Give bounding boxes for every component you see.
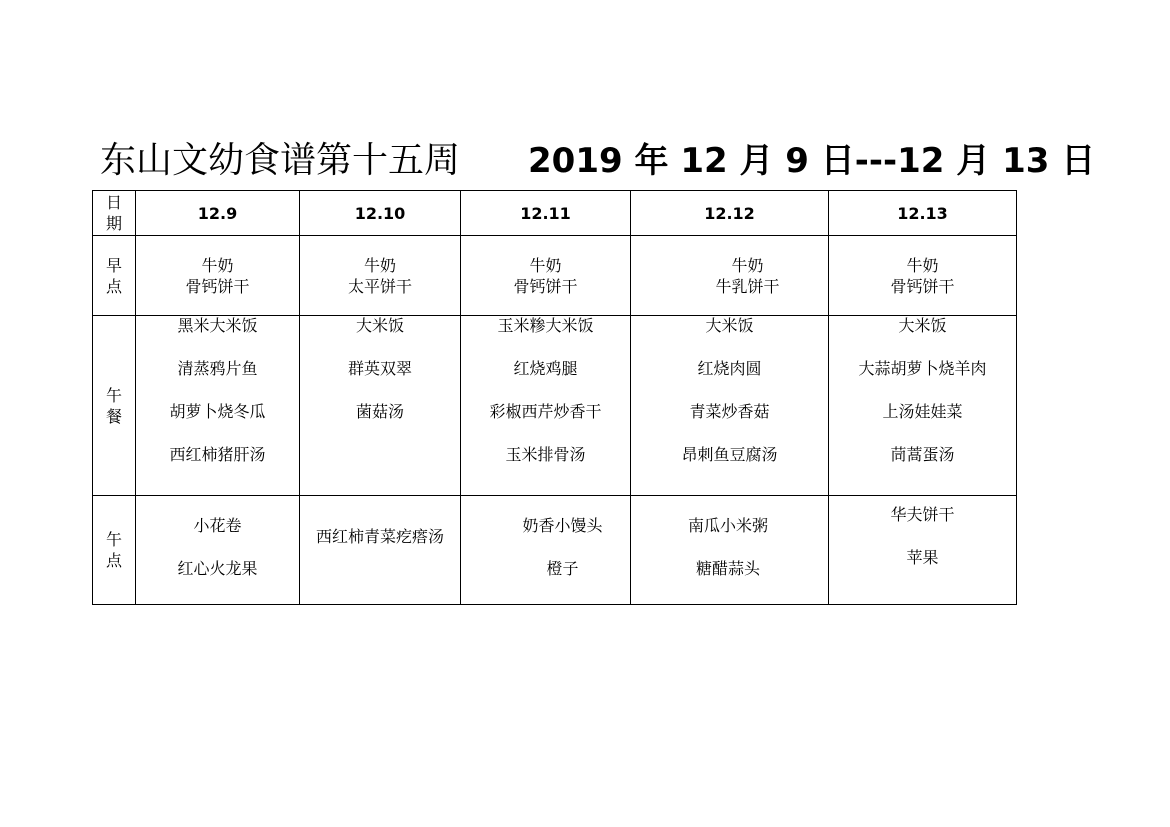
menu-item: 牛奶 — [731, 255, 764, 275]
menu-item: 青菜炒香菇 — [689, 402, 770, 421]
lunch-cell — [829, 316, 1017, 496]
menu-item: 牛乳饼干 — [715, 276, 780, 296]
lunch-cell — [461, 316, 631, 496]
row-label-char: 点 — [105, 551, 122, 570]
menu-item: 彩椒西芹炒香干 — [489, 402, 602, 421]
menu-item: 牛奶 — [529, 255, 562, 275]
menu-item: 玉米排骨汤 — [505, 445, 586, 464]
date-cell: 12.9 — [136, 191, 300, 236]
menu-item: 昂刺鱼豆腐汤 — [681, 445, 778, 464]
menu-item: 奶香小馒头 — [522, 516, 603, 535]
row-label-date — [93, 191, 136, 236]
menu-item: 小花卷 — [193, 516, 242, 535]
menu-item: 黑米大米饭 — [177, 316, 258, 335]
menu-item: 大米饭 — [705, 316, 754, 335]
menu-item: 大蒜胡萝卜烧羊肉 — [858, 359, 987, 378]
menu-item: 红烧肉圆 — [697, 359, 762, 378]
date-row — [93, 191, 1017, 236]
menu-item: 骨钙饼干 — [890, 276, 955, 296]
menu-item: 西红柿青菜疙瘩汤 — [315, 527, 444, 546]
lunch-cell — [631, 316, 829, 496]
menu-item: 大米饭 — [355, 316, 404, 335]
menu-item: 西红柿猪肝汤 — [169, 445, 266, 464]
row-label-char: 午 — [105, 385, 122, 405]
menu-item: 南瓜小米粥 — [687, 516, 768, 535]
row-label-snack — [93, 496, 136, 605]
row-label-char: 早 — [105, 255, 122, 275]
menu-item: 牛奶 — [363, 255, 396, 275]
row-label-char: 日 — [105, 193, 122, 212]
row-label-lunch — [93, 316, 136, 496]
menu-item: 胡萝卜烧冬瓜 — [169, 402, 266, 421]
menu-item: 红心火龙果 — [177, 559, 258, 578]
snack-cell — [461, 496, 631, 605]
title-date-range: 2019 年 12 月 9 日---12 月 13 日 — [528, 141, 1096, 181]
snack-cell — [631, 496, 829, 605]
menu-item: 糖醋蒜头 — [695, 559, 760, 578]
title-school: 东山文幼食谱第十五周 — [100, 140, 461, 181]
breakfast-cell — [631, 236, 829, 316]
breakfast-cell — [136, 236, 300, 316]
menu-item: 菌菇汤 — [355, 402, 404, 421]
snack-row — [93, 496, 1017, 605]
snack-cell — [136, 496, 300, 605]
menu-item: 苹果 — [906, 548, 939, 567]
snack-cell — [829, 496, 1017, 605]
date-cell: 12.12 — [631, 191, 829, 236]
menu-item: 骨钙饼干 — [513, 276, 578, 296]
menu-item: 玉米糁大米饭 — [497, 316, 594, 335]
row-label-char: 期 — [105, 214, 122, 233]
breakfast-cell — [300, 236, 461, 316]
breakfast-cell — [829, 236, 1017, 316]
menu-item: 牛奶 — [201, 255, 234, 275]
menu-item: 群英双翠 — [347, 359, 412, 378]
menu-item: 上汤娃娃菜 — [882, 402, 963, 421]
menu-item: 茼蒿蛋汤 — [890, 445, 955, 464]
row-label-char: 点 — [105, 276, 122, 296]
breakfast-cell — [461, 236, 631, 316]
row-label-breakfast — [93, 236, 136, 316]
menu-item: 红烧鸡腿 — [513, 359, 578, 378]
menu-item: 大米饭 — [898, 316, 947, 335]
row-label-char: 餐 — [105, 406, 122, 426]
row-label-char: 午 — [105, 530, 122, 549]
menu-item: 清蒸鸦片鱼 — [177, 359, 258, 378]
breakfast-row — [93, 236, 1017, 316]
lunch-row — [93, 316, 1017, 496]
weekly-menu-table — [92, 190, 1017, 605]
page-title — [100, 132, 1095, 182]
menu-item: 太平饼干 — [347, 276, 412, 296]
menu-item: 华夫饼干 — [890, 505, 955, 524]
lunch-cell — [300, 316, 461, 496]
menu-item: 橙子 — [546, 559, 579, 578]
snack-cell — [300, 496, 461, 605]
lunch-cell — [136, 316, 300, 496]
date-cell: 12.11 — [461, 191, 631, 236]
menu-item: 骨钙饼干 — [185, 276, 250, 296]
date-cell: 12.10 — [300, 191, 461, 236]
menu-item: 牛奶 — [906, 255, 939, 275]
date-cell: 12.13 — [829, 191, 1017, 236]
